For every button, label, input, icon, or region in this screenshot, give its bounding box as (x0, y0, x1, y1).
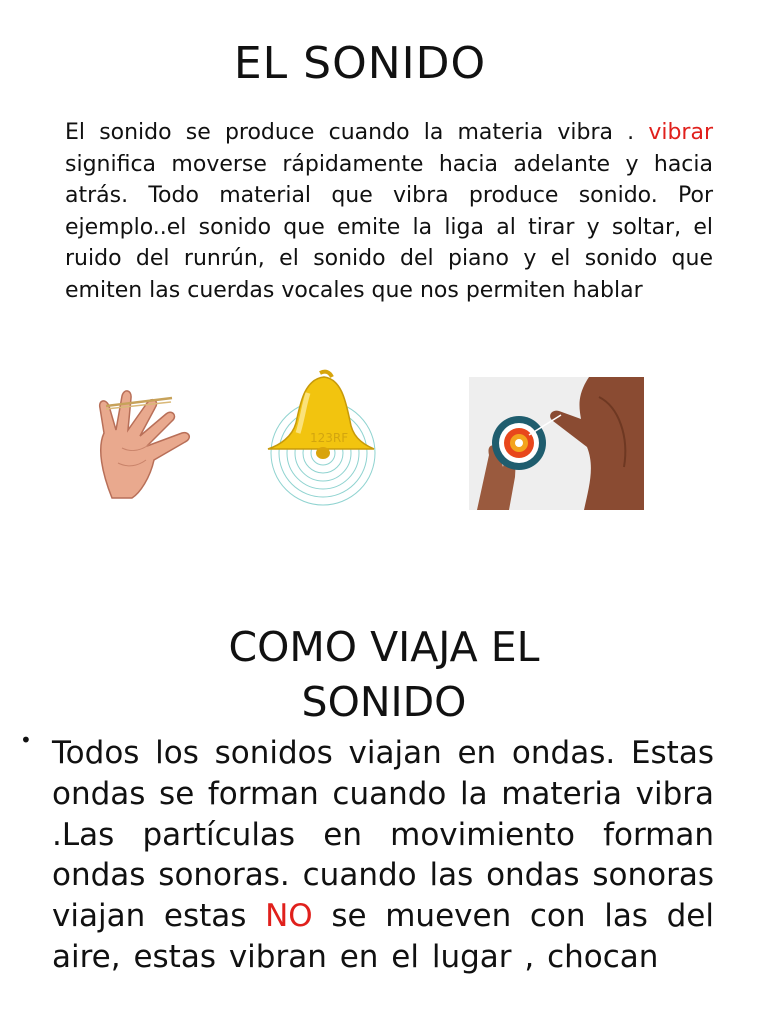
page-title: EL SONIDO (233, 38, 487, 89)
bullet-marker: • (20, 728, 32, 752)
intro-text-part1: El sonido se produce cuando la materia vibra . (65, 120, 649, 145)
section-title (0, 620, 768, 730)
intro-paragraph (65, 117, 713, 306)
section-highlight-no: NO (265, 898, 313, 935)
illustrations-row (0, 360, 768, 520)
spinning-toy-image (469, 377, 644, 510)
intro-highlight-vibrar: vibrar (648, 120, 713, 145)
rubber-band-hand-image (92, 378, 207, 500)
section-title-line2: SONIDO (301, 678, 467, 726)
intro-text-part2: significa moverse rápidamente hacia adelante y hacia atrás. Todo material que vibra produce sonido. Por ejemplo..el sonido que emite la liga al tirar y soltar, el ruido del runrún, el sonido del piano y el sonido que emiten las cuerdas vocales que nos permiten hablar (65, 151, 713, 303)
section-body (52, 733, 714, 978)
section-body-part1: Todos los sonidos viajan en ondas. Estas ondas se forman cuando la materia vibra .Las partículas en movimiento forman ondas sonoras. cuando las ondas sonoras viajan estas (52, 735, 714, 935)
bell-image (262, 365, 384, 507)
bell-watermark: 123RF (310, 431, 349, 445)
section-body-part2: se mueven con las del aire, estas vibran en el lugar , chocan (52, 898, 714, 975)
section-title-line1: COMO VIAJA EL (228, 623, 540, 671)
